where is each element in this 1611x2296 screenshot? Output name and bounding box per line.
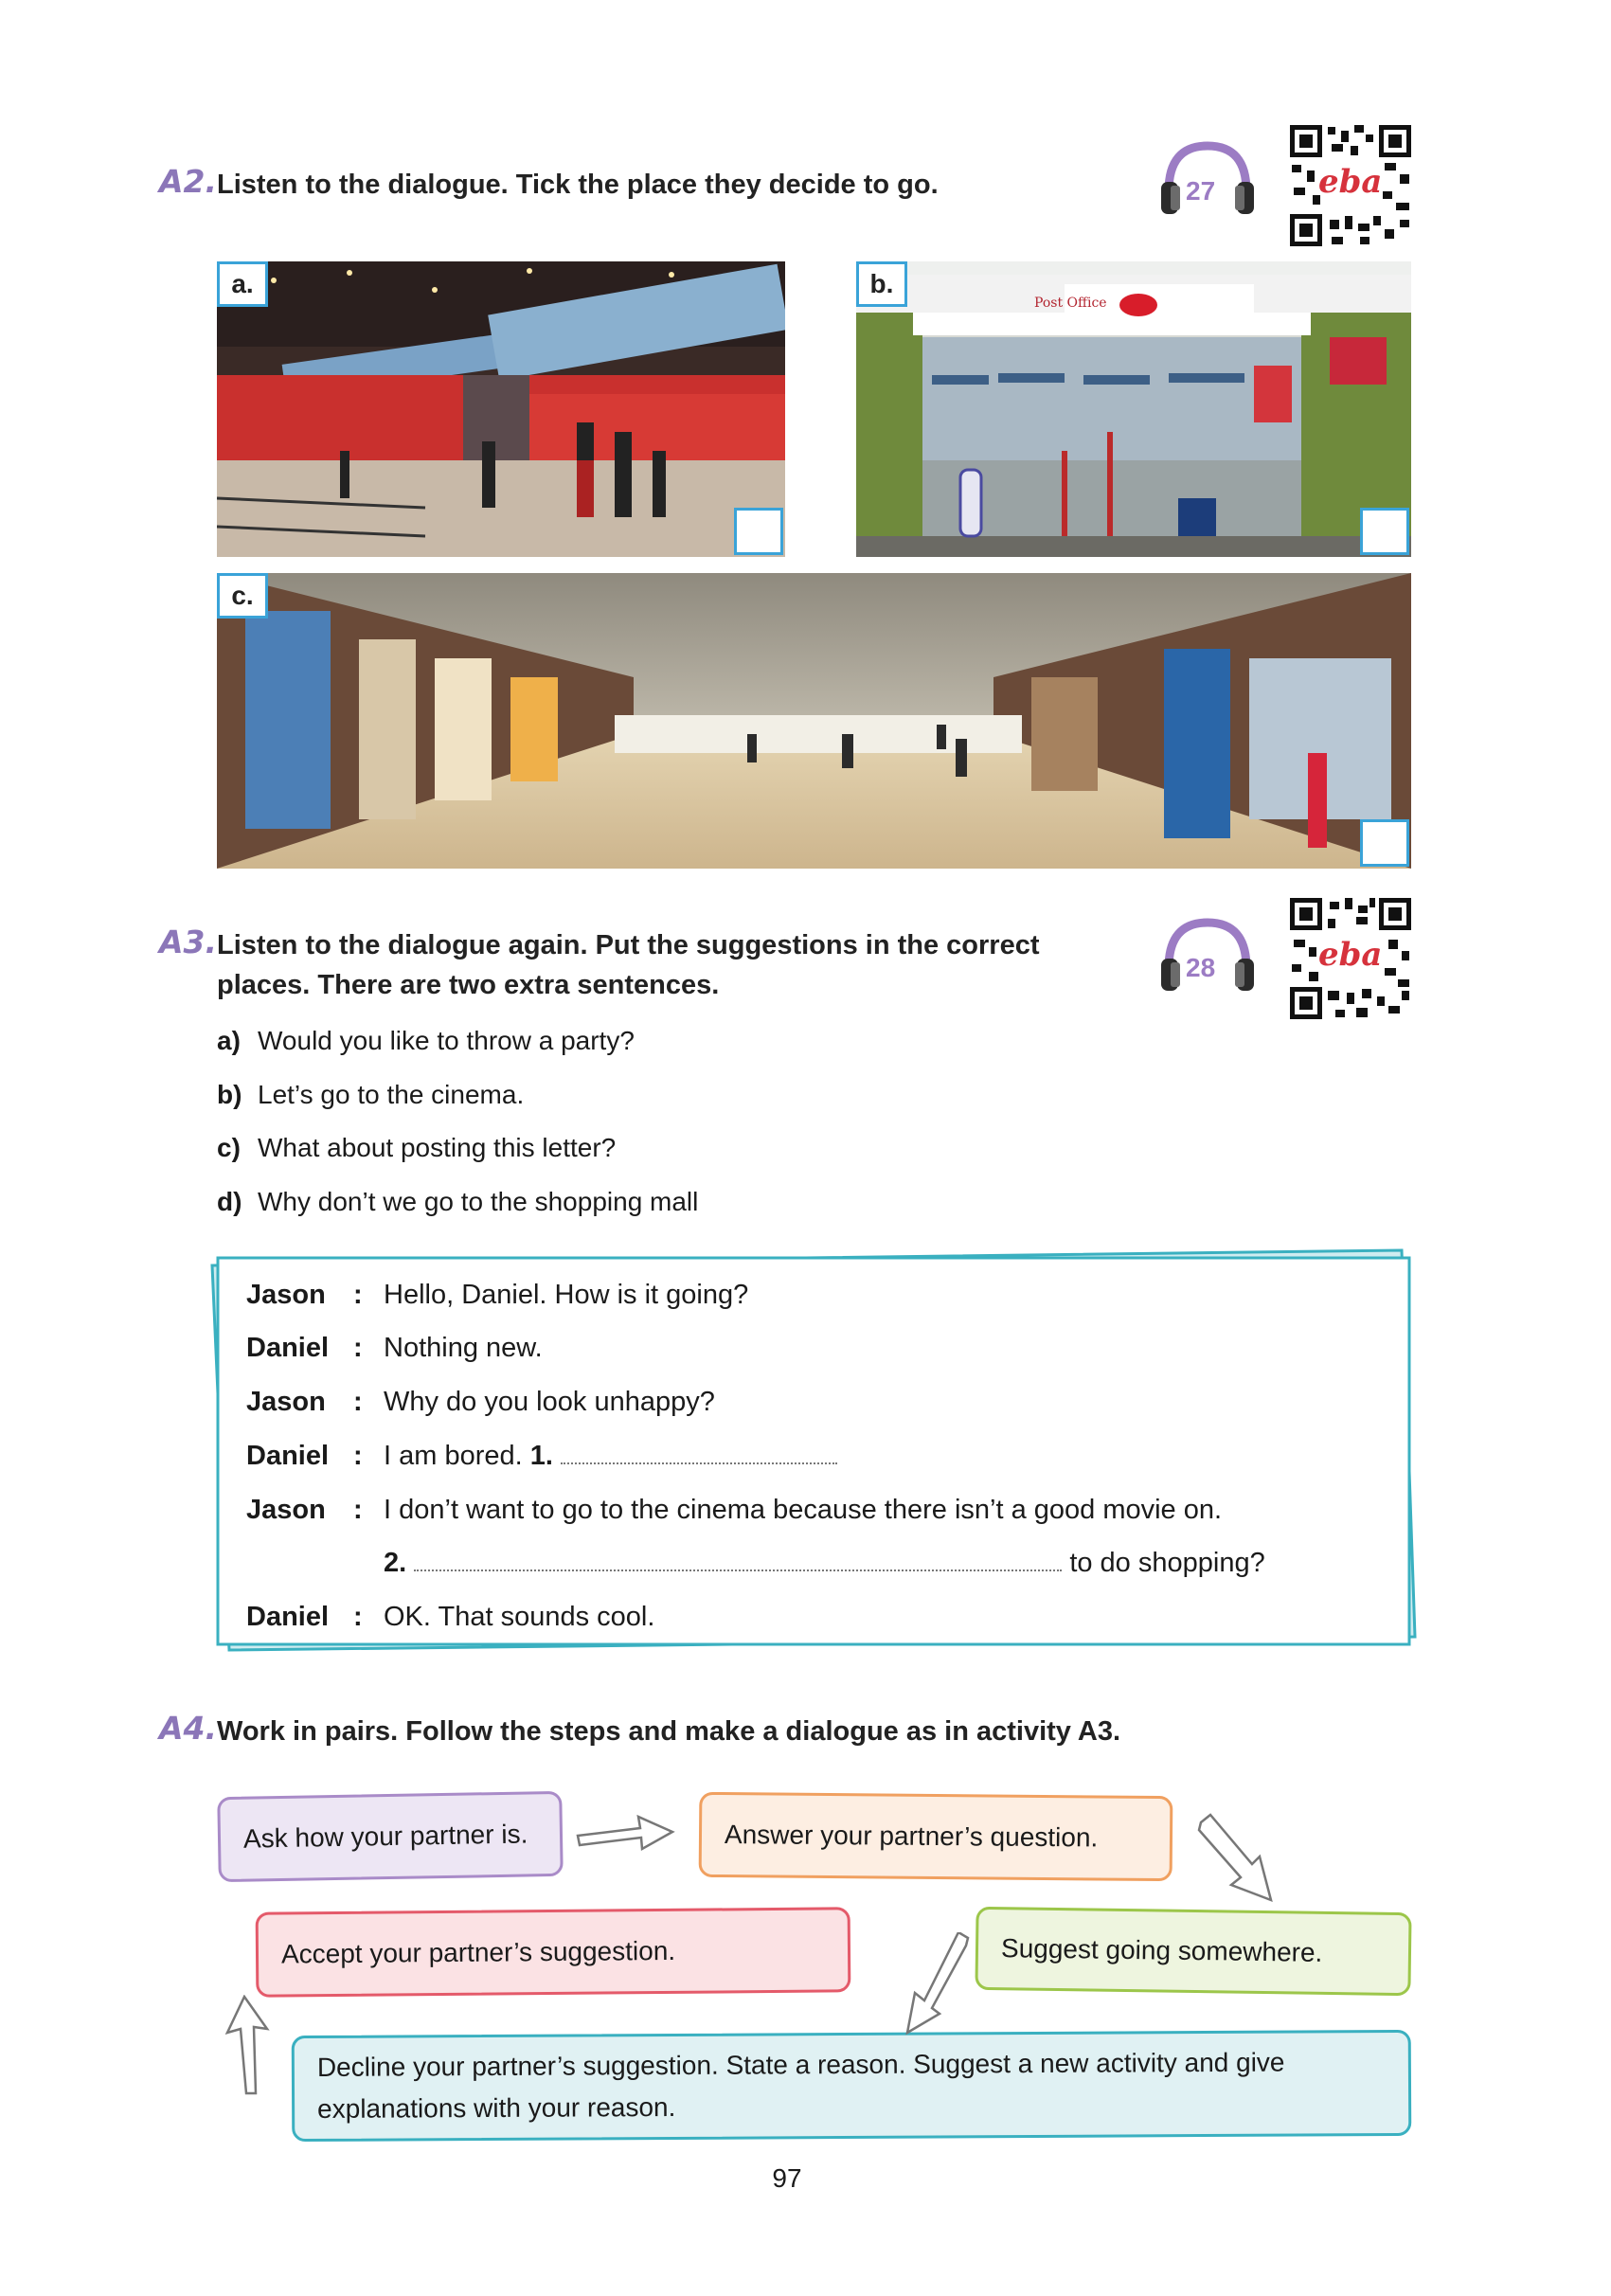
blank-1-field[interactable]	[561, 1445, 837, 1464]
option-a	[217, 1026, 635, 1056]
section-label-a4: A4.	[159, 1710, 218, 1747]
speaker-name: Daniel	[246, 1441, 330, 1471]
step-suggest-going-somewhere	[975, 1907, 1411, 1996]
eba-logo: eba	[1318, 936, 1383, 974]
arrow-up-icon	[222, 1995, 278, 2099]
headphones-icon	[1157, 140, 1258, 216]
arrow-down-left-icon	[898, 1932, 974, 2036]
step-text: Accept your partner’s suggestion.	[280, 1935, 676, 1969]
tick-box-c[interactable]	[1360, 819, 1409, 867]
section-title-a3-line1: Listen to the dialogue again. Put the suggestions in the correct	[217, 930, 1040, 960]
dialogue-text: I don’t want to go to the cinema because there isn’t a good movie on.	[384, 1495, 1223, 1525]
colon: :	[353, 1333, 363, 1363]
option-text: Why don’t we go to the shopping mall	[258, 1187, 699, 1216]
section-label-a2: A2.	[159, 163, 218, 200]
step-text: Answer your partner’s question.	[724, 1820, 1099, 1853]
post-office-sign: Post Office	[1034, 296, 1107, 311]
section-label-a3: A3.	[159, 924, 218, 960]
arrow-right-icon	[574, 1807, 678, 1855]
step-accept-suggestion	[256, 1907, 851, 1997]
qr-code-icon[interactable]	[1290, 898, 1411, 1019]
speaker-name: Jason	[246, 1387, 326, 1417]
step-text: Suggest going somewhere.	[1000, 1933, 1323, 1967]
step-ask-how-partner-is	[217, 1791, 564, 1882]
dialogue-text: to do shopping?	[1069, 1548, 1265, 1578]
blank-number: 1.	[529, 1441, 553, 1471]
speaker-name: Jason	[246, 1495, 326, 1525]
dialogue-text: OK. That sounds cool.	[384, 1602, 655, 1632]
dialogue-text: I am bored.	[384, 1441, 523, 1471]
option-letter: d)	[217, 1187, 242, 1216]
colon: :	[353, 1441, 363, 1471]
track-number: 27	[1186, 176, 1216, 206]
page-number: 97	[772, 2163, 802, 2193]
step-text: Ask how your partner is.	[242, 1819, 528, 1854]
speaker-name: Daniel	[246, 1333, 330, 1363]
colon: :	[353, 1280, 363, 1310]
arrow-down-right-icon	[1195, 1811, 1280, 1906]
step-text-line1: Decline your partner’s suggestion. State a reason. Suggest a new activity and give	[316, 2047, 1285, 2082]
speaker-name: Daniel	[246, 1602, 330, 1632]
photo-cinema[interactable]	[217, 261, 785, 557]
blank-number: 2.	[384, 1548, 407, 1578]
section-title-a3-line2: places. There are two extra sentences.	[217, 970, 720, 1000]
colon: :	[353, 1387, 363, 1417]
photo-tag-c: c.	[217, 573, 268, 619]
colon: :	[353, 1495, 363, 1525]
dialogue-text: Hello, Daniel. How is it going?	[384, 1280, 749, 1310]
eba-logo: eba	[1318, 163, 1383, 201]
photo-tag-a: a.	[217, 261, 268, 307]
blank-2-field[interactable]	[414, 1552, 1062, 1571]
headphones-icon	[1157, 917, 1258, 993]
step-text-line2: explanations with your reason.	[317, 2091, 676, 2124]
option-letter: a)	[217, 1026, 241, 1055]
option-letter: c)	[217, 1133, 241, 1162]
option-text: Would you like to throw a party?	[258, 1026, 635, 1055]
photo-post-office[interactable]	[856, 261, 1411, 557]
track-number: 28	[1186, 953, 1216, 982]
tick-box-b[interactable]	[1360, 508, 1409, 555]
colon: :	[353, 1602, 363, 1632]
section-title-a4: Work in pairs. Follow the steps and make a dialogue as in activity A3.	[217, 1716, 1121, 1747]
photo-tag-b: b.	[856, 261, 907, 307]
section-title-a2: Listen to the dialogue. Tick the place they decide to go.	[217, 170, 939, 200]
dialogue-text-with-blank	[384, 1441, 837, 1472]
option-b	[217, 1080, 524, 1110]
step-decline-suggestion	[292, 2030, 1412, 2142]
dialogue-text: Why do you look unhappy?	[384, 1387, 715, 1417]
option-d	[217, 1187, 698, 1217]
photo-shopping-mall[interactable]	[217, 573, 1411, 869]
option-text: Let’s go to the cinema.	[258, 1080, 525, 1109]
option-letter: b)	[217, 1080, 242, 1109]
speaker-name: Jason	[246, 1280, 326, 1310]
option-text: What about posting this letter?	[258, 1133, 617, 1162]
dialogue-text-with-blank	[384, 1548, 1265, 1579]
option-c	[217, 1133, 616, 1163]
dialogue-text: Nothing new.	[384, 1333, 543, 1363]
qr-code-icon[interactable]	[1290, 125, 1411, 246]
step-answer-question	[699, 1792, 1173, 1881]
tick-box-a[interactable]	[734, 508, 783, 555]
